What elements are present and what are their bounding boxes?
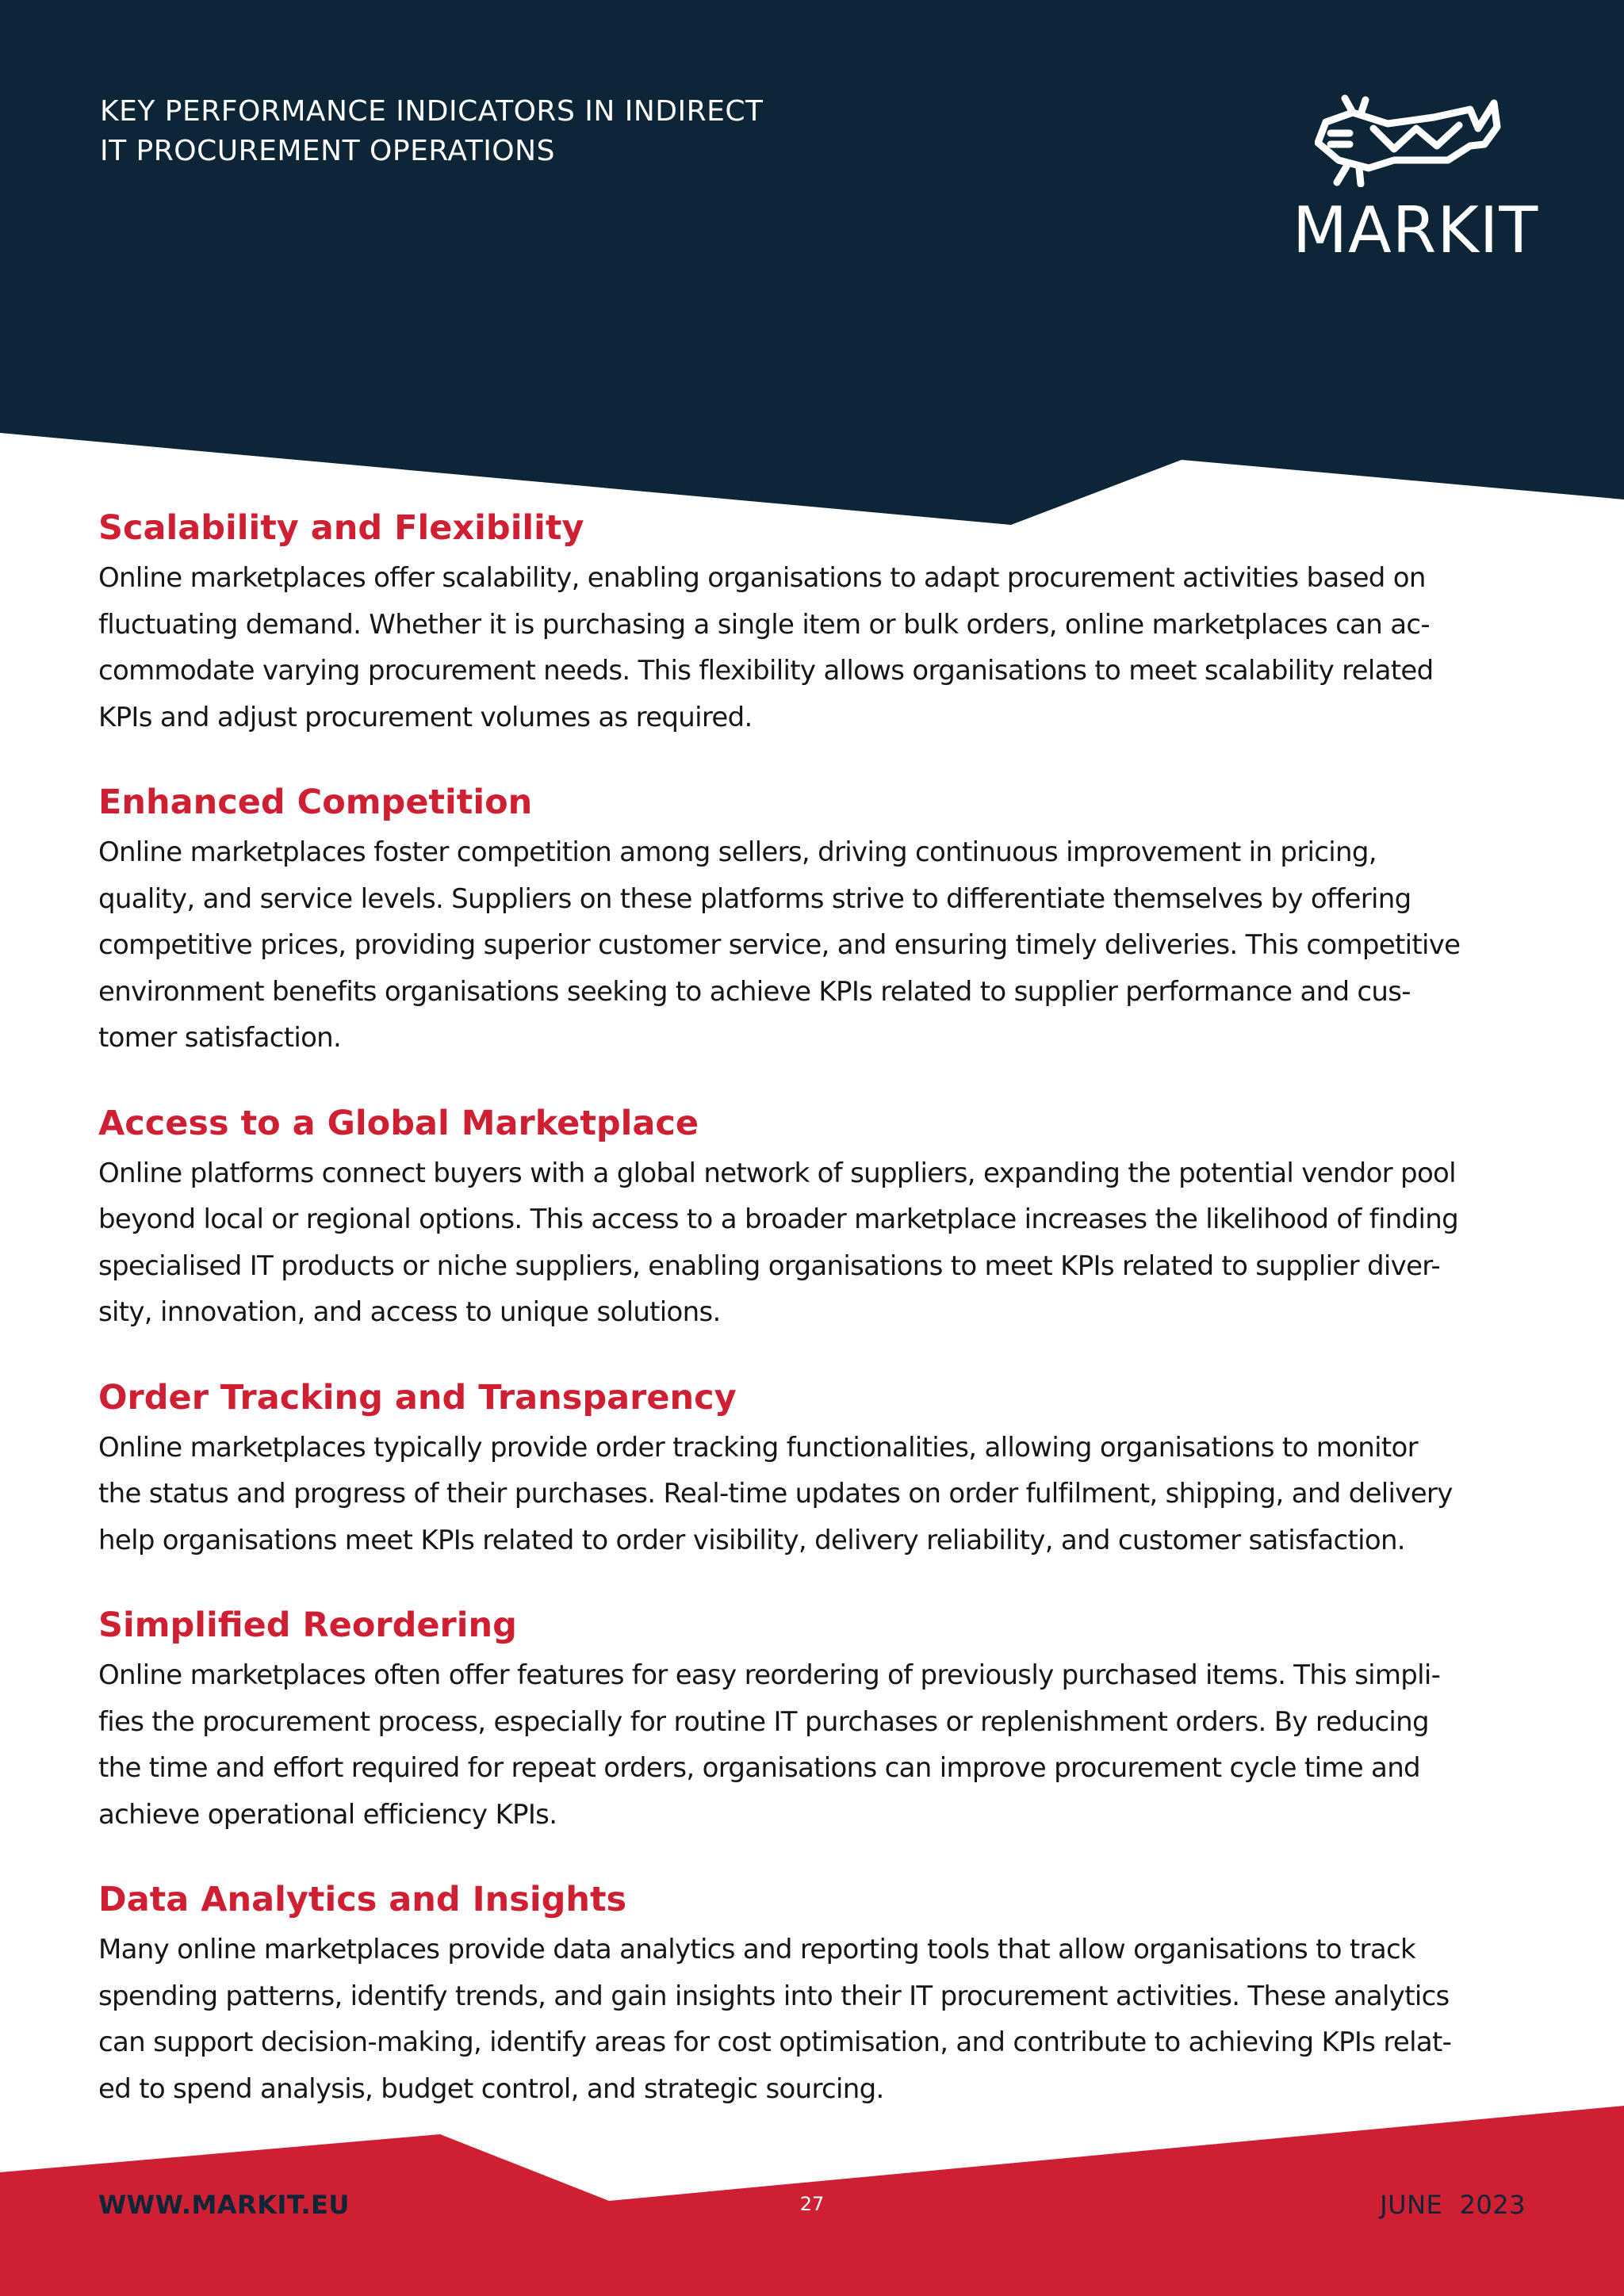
section-data-analytics — [98, 1876, 1526, 2112]
footer-date: JUNE 2023 — [1380, 2190, 1526, 2220]
paragraph-line: spending patterns, identify trends, and gain insights into their IT procurement activities. These analytics — [98, 1980, 1450, 2012]
section-heading: Scalability and Flexibility — [98, 508, 584, 548]
section-reordering — [98, 1601, 1526, 1838]
paragraph-line: Online platforms connect buyers with a global network of suppliers, expanding the potential vendor pool — [98, 1157, 1456, 1189]
paragraph-line: competitive prices, providing superior customer service, and ensuring timely deliveries. This competitive — [98, 929, 1461, 961]
paragraph-line: beyond local or regional options. This access to a broader marketplace increases the likelihood of finding — [98, 1203, 1459, 1235]
paragraph-line: ed to spend analysis, budget control, and strategic sourcing. — [98, 2072, 884, 2105]
markit-fish-logo-icon — [1315, 94, 1505, 187]
section-paragraph — [98, 1425, 1526, 1564]
section-heading: Access to a Global Marketplace — [98, 1103, 699, 1143]
section-paragraph — [98, 1150, 1526, 1336]
paragraph-line: environment benefits organisations seeking to achieve KPIs related to supplier performance and cus- — [98, 975, 1411, 1008]
paragraph-line: quality, and service levels. Suppliers on these platforms strive to differentiate themselves by offering — [98, 882, 1411, 915]
section-paragraph — [98, 555, 1526, 740]
section-competition — [98, 779, 1526, 1062]
section-scalability — [98, 504, 1526, 740]
section-heading: Simplified Reordering — [98, 1605, 517, 1645]
paragraph-line: the time and effort required for repeat orders, organisations can improve procurement cycle time and — [98, 1752, 1420, 1784]
section-global-marketplace — [98, 1100, 1526, 1336]
paragraph-line: KPIs and adjust procurement volumes as required. — [98, 701, 753, 733]
paragraph-line: Online marketplaces typically provide order tracking functionalities, allowing organisations to monitor — [98, 1431, 1418, 1464]
markit-logo — [1285, 94, 1539, 268]
section-paragraph — [98, 829, 1526, 1062]
section-paragraph — [98, 1652, 1526, 1838]
section-order-tracking — [98, 1374, 1526, 1564]
logo-wordmark: MARKIT — [1293, 193, 1539, 267]
document-title — [100, 92, 814, 171]
paragraph-line: Online marketplaces often offer features for easy reordering of previously purchased items. This simpli- — [98, 1659, 1441, 1691]
paragraph-line: fluctuating demand. Whether it is purchasing a single item or bulk orders, online marketplaces can ac- — [98, 608, 1430, 641]
footer-website-link[interactable]: WWW.MARKIT.EU — [98, 2190, 350, 2220]
paragraph-line: the status and progress of their purchases. Real-time updates on order fulfilment, shipping, and delivery — [98, 1478, 1453, 1510]
paragraph-line: achieve operational efficiency KPIs. — [98, 1798, 557, 1831]
paragraph-line: Online marketplaces offer scalability, enabling organisations to adapt procurement activities based on — [98, 562, 1426, 594]
paragraph-line: tomer satisfaction. — [98, 1022, 342, 1054]
paragraph-line: Online marketplaces foster competition among sellers, driving continuous improvement in pricing, — [98, 836, 1377, 868]
paragraph-line: can support decision-making, identify areas for cost optimisation, and contribute to achieving KPIs relat- — [98, 2026, 1452, 2058]
paragraph-line: Many online marketplaces provide data analytics and reporting tools that allow organisations to track — [98, 1934, 1415, 1965]
article-body — [98, 504, 1526, 2150]
section-heading: Enhanced Competition — [98, 783, 533, 822]
paragraph-line: fies the procurement process, especially for routine IT purchases or replenishment orders. By reducing — [98, 1705, 1429, 1738]
paragraph-line: sity, innovation, and access to unique solutions. — [98, 1296, 721, 1328]
document-title-line: IT PROCUREMENT OPERATIONS — [100, 135, 555, 167]
page-number: 27 — [799, 2193, 825, 2215]
section-heading: Data Analytics and Insights — [98, 1880, 627, 1919]
paragraph-line: help organisations meet KPIs related to order visibility, delivery reliability, and customer satisfaction. — [98, 1524, 1405, 1556]
paragraph-line: specialised IT products or niche suppliers, enabling organisations to meet KPIs related to supplier diver- — [98, 1249, 1440, 1282]
section-paragraph — [98, 1927, 1526, 2112]
document-title-line: KEY PERFORMANCE INDICATORS IN INDIRECT — [100, 95, 764, 128]
paragraph-line: commodate varying procurement needs. This flexibility allows organisations to meet scalability related — [98, 655, 1434, 687]
section-heading: Order Tracking and Transparency — [98, 1377, 737, 1418]
